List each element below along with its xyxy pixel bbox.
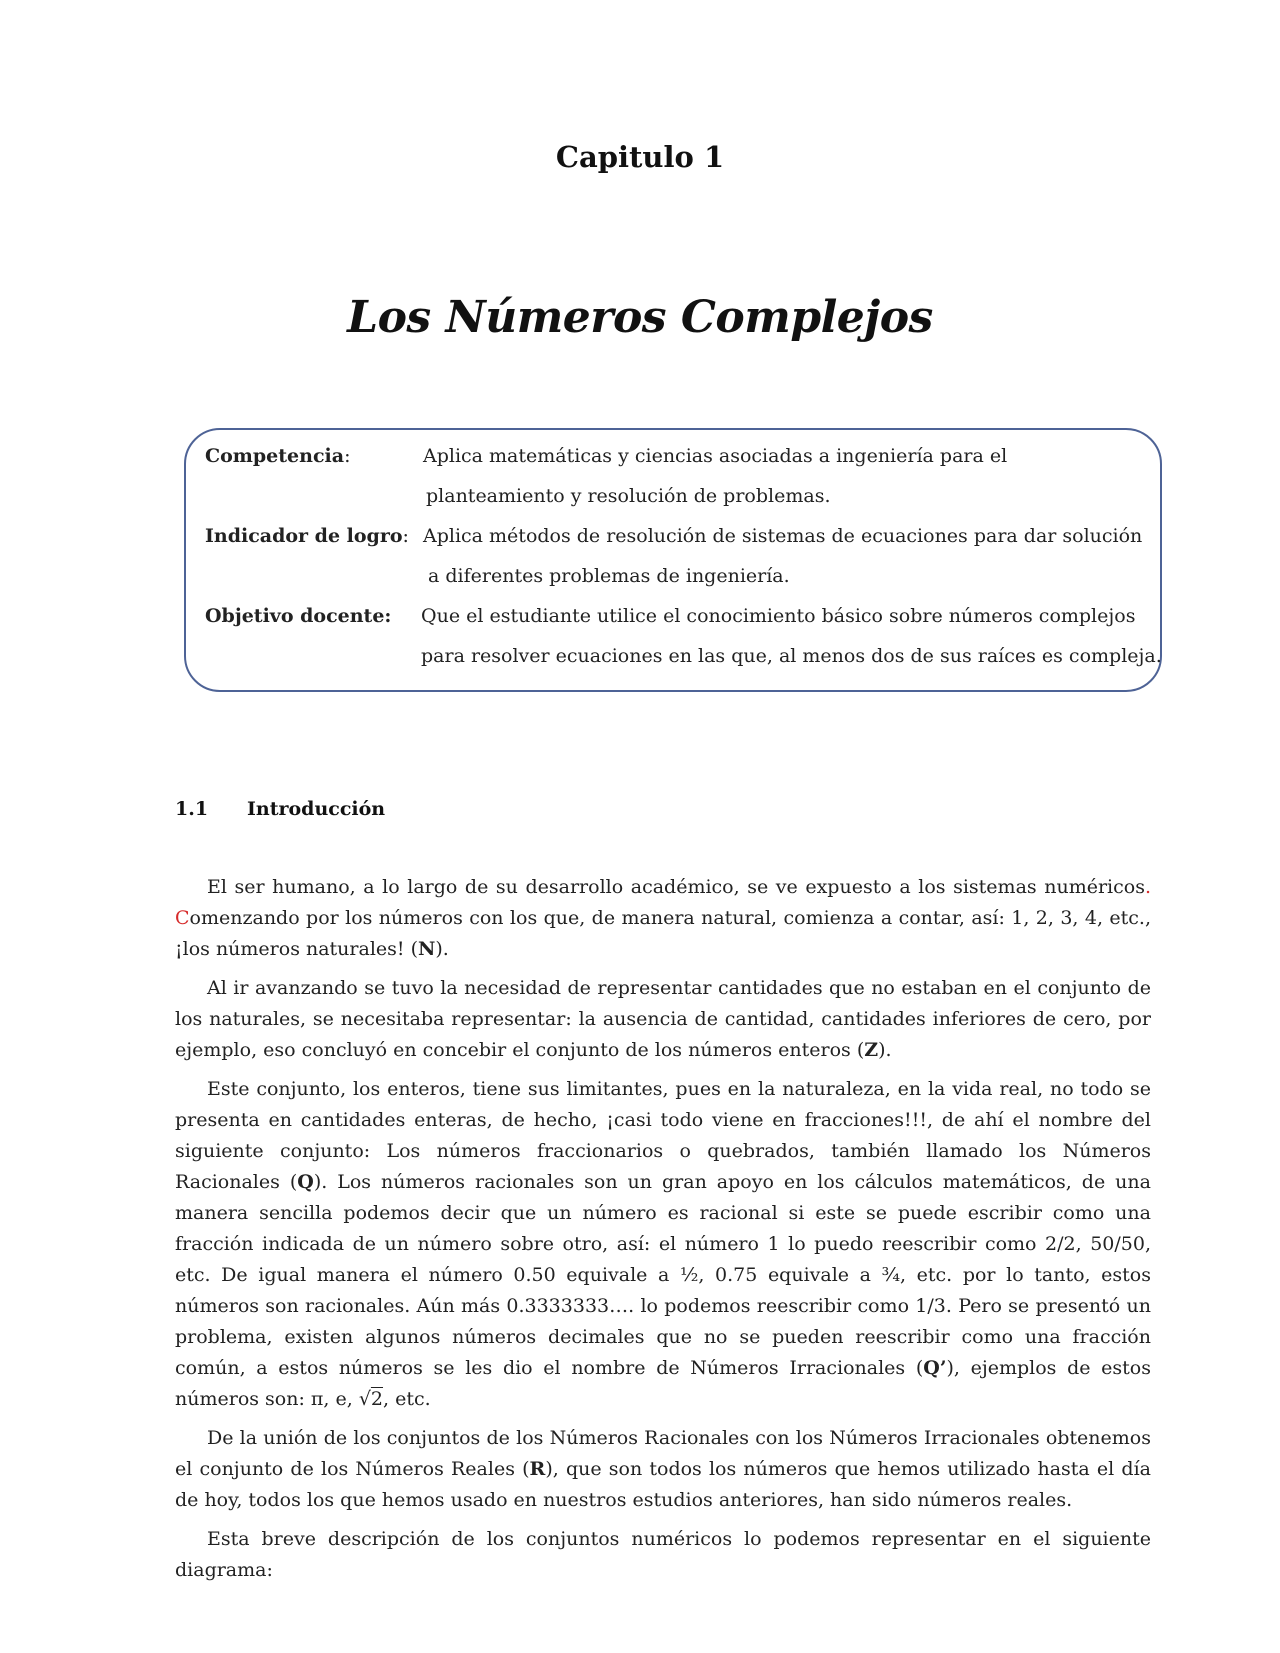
- objetivo-label: Objetivo docente:: [205, 605, 392, 627]
- paragraph-1: El ser humano, a lo largo de su desarrollo académico, se ve expuesto a los sistemas numéricos. Comenzando por los números con los que, de manera natural, comienza a contar, así: 1, 2, 3, 4, etc., ¡los números naturales! (N).: [175, 876, 1151, 960]
- competencia-text-line2: planteamiento y resolución de problemas.: [426, 485, 831, 507]
- section-heading: [175, 798, 385, 820]
- indicador-text-line2: a diferentes problemas de ingeniería.: [428, 565, 790, 587]
- naturals-symbol: N: [418, 938, 436, 960]
- section-title: Introducción: [247, 798, 386, 820]
- paragraph-5: Esta breve descripción de los conjuntos numéricos lo podemos representar en el siguiente diagrama:: [175, 1528, 1151, 1581]
- paragraph-4: De la unión de los conjuntos de los Números Racionales con los Números Irracionales obtenemos el conjunto de los Números Reales (R), que son todos los números que hemos utilizado hasta el día de hoy, todos los que hemos usado en nuestros estudios anteriores, han sido números reales.: [175, 1427, 1151, 1511]
- paragraph-2: Al ir avanzando se tuvo la necesidad de representar cantidades que no estaban en el conjunto de los naturales, se necesitaba representar: la ausencia de cantidad, cantidades inferiores de cero, por ejemplo, eso concluyó en concebir el conjunto de los números enteros (Z).: [175, 977, 1151, 1061]
- objetivo-text-line1: Que el estudiante utilice el conocimiento básico sobre números complejos: [421, 605, 1136, 627]
- chapter-heading: Capitulo 1: [555, 140, 725, 174]
- page-title: Los Números Complejos: [347, 292, 933, 343]
- indicador-label: Indicador de logro:: [205, 525, 409, 547]
- body-text: [175, 872, 1151, 1594]
- section-number: 1.1: [175, 798, 209, 820]
- reals-symbol: R: [529, 1458, 546, 1480]
- rationals-symbol: Q: [297, 1171, 314, 1193]
- indicador-text-line1: Aplica métodos de resolución de sistemas de ecuaciones para dar solución: [423, 525, 1143, 547]
- irrationals-symbol: Q’: [923, 1357, 947, 1379]
- objetivo-text-line2: para resolver ecuaciones en las que, al menos dos de sus raíces es compleja.: [421, 645, 1162, 667]
- sqrt-two: √2: [358, 1388, 384, 1410]
- competencia-label: Competencia:: [205, 445, 351, 467]
- integers-symbol: Z: [864, 1039, 879, 1061]
- paragraph-3: Este conjunto, los enteros, tiene sus limitantes, pues en la naturaleza, en la vida real, no todo se presenta en cantidades enteras, de hecho, ¡casi todo viene en fracciones!!!, de ahí el nombre del siguiente conjunto: Los números fraccionarios o quebrados, también llamado los Números Racionales (Q). Los números racionales son un gran apoyo en los cálculos matemáticos, de una manera sencilla podemos decir que un número es racional si este se puede escribir como una fracción indicada de un número sobre otro, así: el número 1 lo puedo reescribir como 2/2, 50/50, etc. De igual manera el número 0.50 equivale a ½, 0.75 equivale a ¾, etc. por lo tanto, estos números son racionales. Aún más 0.3333333…. lo podemos reescribir como 1/3. Pero se presentó un problema, existen algunos números decimales que no se pueden reescribir como una fracción común, a estos números se les dio el nombre de Números Irracionales (Q’), ejemplos de estos números son: π, e, √2, etc.: [175, 1078, 1151, 1410]
- competencia-text-line1: Aplica matemáticas y ciencias asociadas a ingeniería para el: [423, 445, 1008, 467]
